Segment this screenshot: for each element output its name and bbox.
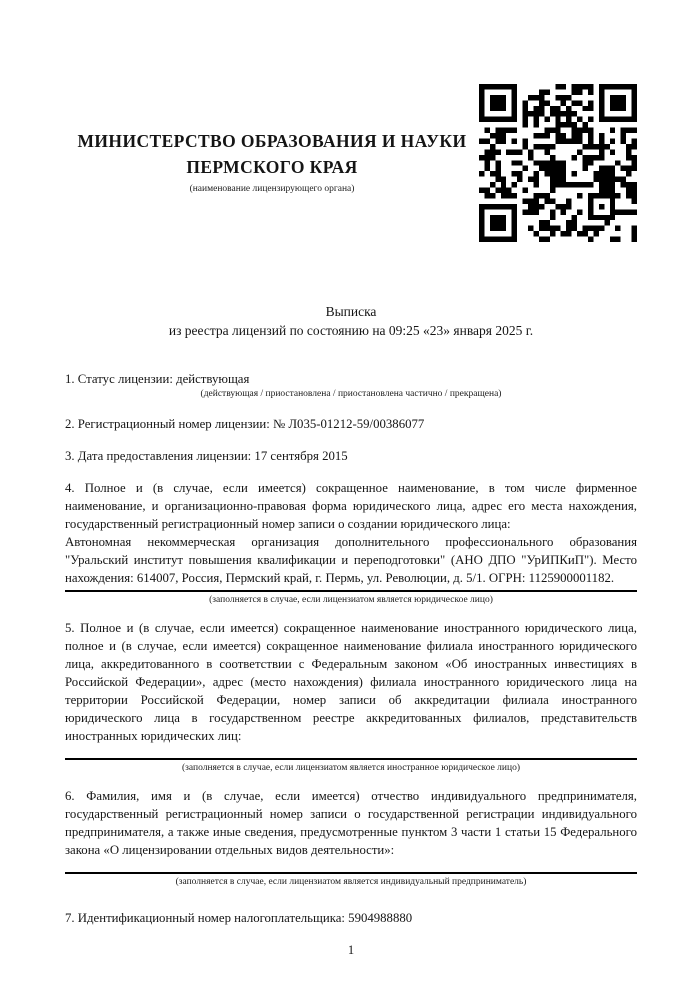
item-2-text: 2. Регистрационный номер лицензии: № Л035-01212-59/00386077 [65, 417, 425, 431]
item-license-date [65, 447, 637, 465]
item-4-caption: (заполняется в случае, если лицензиатом является юридическое лицо) [209, 595, 493, 605]
page-number: 1 [347, 943, 355, 957]
blank-value-space [65, 745, 637, 755]
fill-in-line-foreign-entity [65, 758, 637, 760]
blank-value-space [65, 859, 637, 869]
item-5-caption: (заполняется в случае, если лицензиатом является иностранное юридическое лицо) [182, 763, 520, 773]
authority-caption: (наименование лицензирующего органа) [189, 184, 355, 194]
item-1-caption: (действующая / приостановлена / приостановлена частично / прекращена) [200, 389, 502, 399]
item-6-text: 6. Фамилия, имя и (в случае, если имеется) отчество индивидуального предпринимателя, государственный регистрационный номер записи о государственной регистрации индивидуального предпринимателя, а также иные сведения, предусмотренные пунктом 3 части 1 статьи 15 Федерального закона «О лицензировании отдельных видов деятельности»: [65, 789, 637, 857]
item-registration-number [65, 415, 637, 433]
document-header [65, 84, 637, 242]
fill-in-line-legal-entity [65, 590, 637, 592]
title-line1: Выписка [325, 304, 377, 319]
fill-in-line-entrepreneur [65, 872, 637, 874]
item-4-value: Автономная некоммерческая организация дополнительного профессионального образования "Уральский институт повышения квалификации и переподготовки" (АНО ДПО "УрИПКиП"). Место нахождения: 614007, Россия, Пермский край, г. Пермь, ул. Революции, д. 5/1. ОГРН: 1125900001182. [65, 535, 637, 585]
title-line2: из реестра лицензий по состоянию на 09:25 «23» января 2025 г. [168, 323, 534, 338]
item-foreign-entity [65, 619, 637, 773]
item-7-text: 7. Идентификационный номер налогоплательщика: 5904988880 [65, 911, 413, 925]
document-title [65, 302, 637, 340]
item-individual-entrepreneur [65, 787, 637, 887]
item-6-caption: (заполняется в случае, если лицензиатом является индивидуальный предприниматель) [175, 877, 527, 887]
item-4-text: 4. Полное и (в случае, если имеется) сокращенное наименование, в том числе фирменное наименование, и организационно-правовая форма юридического лица, адрес его места нахождения, государственный регистрационный номер записи о создании юридического лица: [65, 481, 637, 531]
licensing-authority-block [65, 84, 479, 194]
qr-code-icon [479, 84, 637, 242]
item-taxpayer-number [65, 909, 637, 927]
item-1-text: 1. Статус лицензии: действующая [65, 372, 250, 386]
item-license-status [65, 370, 637, 399]
license-items [65, 370, 637, 927]
authority-name-line2: ПЕРМСКОГО КРАЯ [186, 157, 358, 177]
qr-code-svg [479, 84, 637, 242]
authority-name-line1: МИНИСТЕРСТВО ОБРАЗОВАНИЯ И НАУКИ [77, 131, 467, 151]
item-3-text: 3. Дата предоставления лицензии: 17 сентября 2015 [65, 449, 348, 463]
item-legal-entity [65, 479, 637, 605]
item-5-text: 5. Полное и (в случае, если имеется) сокращенное наименование иностранного юридического лица, полное и (в случае, если имеется) сокращенное наименование филиала иностранного юридического лица, аккредитованного в соответствии с Федеральным законом «Об иностранных инвестициях в Российской Федерации», адрес (место нахождения) филиала иностранного юридического лица на территории Российской Федерации, номер записи об аккредитации филиала иностранного юридического лица в государственном реестре аккредитованных филиалов, представительств иностранных юридических лиц: [65, 621, 637, 743]
